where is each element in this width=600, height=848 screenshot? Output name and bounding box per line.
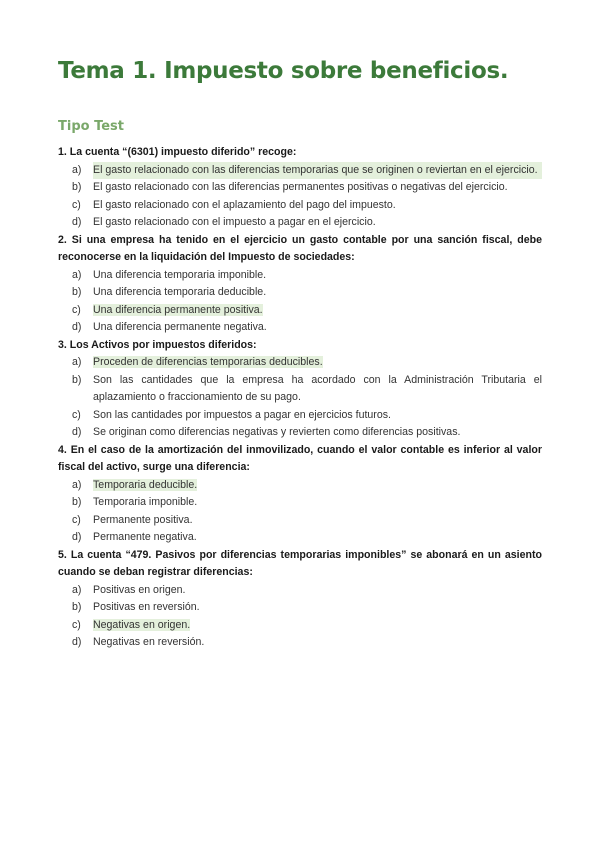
option-a <box>58 162 542 180</box>
option-letter: b) <box>72 181 82 193</box>
question-3 <box>58 337 542 442</box>
option-letter: b) <box>72 496 82 508</box>
option-c <box>58 512 542 530</box>
option-text: Se originan como diferencias negativas y revierten como diferencias positivas. <box>93 426 461 438</box>
question-4 <box>58 442 542 547</box>
option-letter: d) <box>72 636 82 648</box>
option-c <box>58 197 542 215</box>
option-text: Permanente positiva. <box>93 513 193 526</box>
option-text: El gasto relacionado con las diferencias permanentes positivas o negativas del ejercicio. <box>93 181 508 193</box>
option-list <box>58 267 542 337</box>
option-list <box>58 162 542 232</box>
option-c <box>58 617 542 635</box>
option-text: El gasto relacionado con el aplazamiento del pago del impuesto. <box>93 198 396 211</box>
option-letter: a) <box>72 163 82 176</box>
question-text: 5. La cuenta “479. Pasivos por diferencias temporarias imponibles” se abonará en un asiento cuando se deban registrar diferencias: <box>58 548 542 578</box>
option-text-correct: El gasto relacionado con las diferencias temporarias que se originen o reviertan en el ejercicio. <box>93 162 542 180</box>
option-c <box>58 302 542 320</box>
option-b <box>58 284 542 302</box>
option-b <box>58 372 542 407</box>
option-list <box>58 354 542 442</box>
option-d <box>58 529 542 547</box>
option-letter: b) <box>72 286 82 298</box>
question-text: 2. Si una empresa ha tenido en el ejercicio un gasto contable por una sanción fiscal, debe reconocerse en la liquidación del Impuesto de sociedades: <box>58 233 542 263</box>
option-text: Positivas en origen. <box>93 583 186 596</box>
section-subtitle: Tipo Test <box>58 119 124 134</box>
option-letter: c) <box>72 513 81 526</box>
option-text: Negativas en reversión. <box>93 636 205 648</box>
option-b <box>58 179 542 197</box>
option-text-correct: Una diferencia permanente positiva. <box>93 303 263 316</box>
option-letter: a) <box>72 583 82 596</box>
question-5 <box>58 547 542 652</box>
option-a <box>58 477 542 495</box>
question-text: 4. En el caso de la amortización del inmovilizado, cuando el valor contable es inferior al valor fiscal del activo, surge una diferencia: <box>58 443 542 473</box>
option-d <box>58 634 542 652</box>
option-letter: b) <box>72 601 82 613</box>
option-text: Permanente negativa. <box>93 531 197 543</box>
option-letter: c) <box>72 618 81 631</box>
option-text: Son las cantidades por impuestos a pagar en ejercicios futuros. <box>93 408 391 421</box>
option-text: Temporaria imponible. <box>93 496 198 508</box>
option-list <box>58 477 542 547</box>
option-letter: c) <box>72 303 81 316</box>
option-text-correct: Temporaria deducible. <box>93 478 198 491</box>
option-letter: b) <box>72 373 82 386</box>
option-letter: d) <box>72 531 82 543</box>
option-text: Una diferencia temporaria imponible. <box>93 268 267 281</box>
option-a <box>58 267 542 285</box>
option-letter: c) <box>72 198 81 211</box>
option-text: Una diferencia temporaria deducible. <box>93 286 267 298</box>
question-1 <box>58 144 542 232</box>
option-d <box>58 214 542 232</box>
option-letter: a) <box>72 268 82 281</box>
option-c <box>58 407 542 425</box>
page-title: Tema 1. Impuesto sobre beneficios. <box>58 58 509 84</box>
option-letter: a) <box>72 478 82 491</box>
option-text: Una diferencia permanente negativa. <box>93 321 267 333</box>
option-b <box>58 494 542 512</box>
question-list <box>58 144 542 652</box>
option-text-correct: Proceden de diferencias temporarias deducibles. <box>93 356 323 368</box>
option-letter: d) <box>72 426 82 438</box>
option-a <box>58 582 542 600</box>
option-letter: d) <box>72 216 82 228</box>
question-2 <box>58 232 542 337</box>
option-b <box>58 599 542 617</box>
option-d <box>58 424 542 442</box>
option-text-correct: Negativas en origen. <box>93 618 191 631</box>
question-text: 3. Los Activos por impuestos diferidos: <box>58 338 257 351</box>
option-text: El gasto relacionado con el impuesto a pagar en el ejercicio. <box>93 216 376 228</box>
option-letter: c) <box>72 408 81 421</box>
option-list <box>58 582 542 652</box>
question-text: 1. La cuenta “(6301) impuesto diferido” recoge: <box>58 146 297 158</box>
option-text: Positivas en reversión. <box>93 601 200 613</box>
option-letter: d) <box>72 321 82 333</box>
option-text: Son las cantidades que la empresa ha acordado con la Administración Tributaria el aplazamiento o fraccionamiento de su pago. <box>93 373 542 403</box>
option-letter: a) <box>72 356 82 368</box>
option-d <box>58 319 542 337</box>
option-a <box>58 354 542 372</box>
